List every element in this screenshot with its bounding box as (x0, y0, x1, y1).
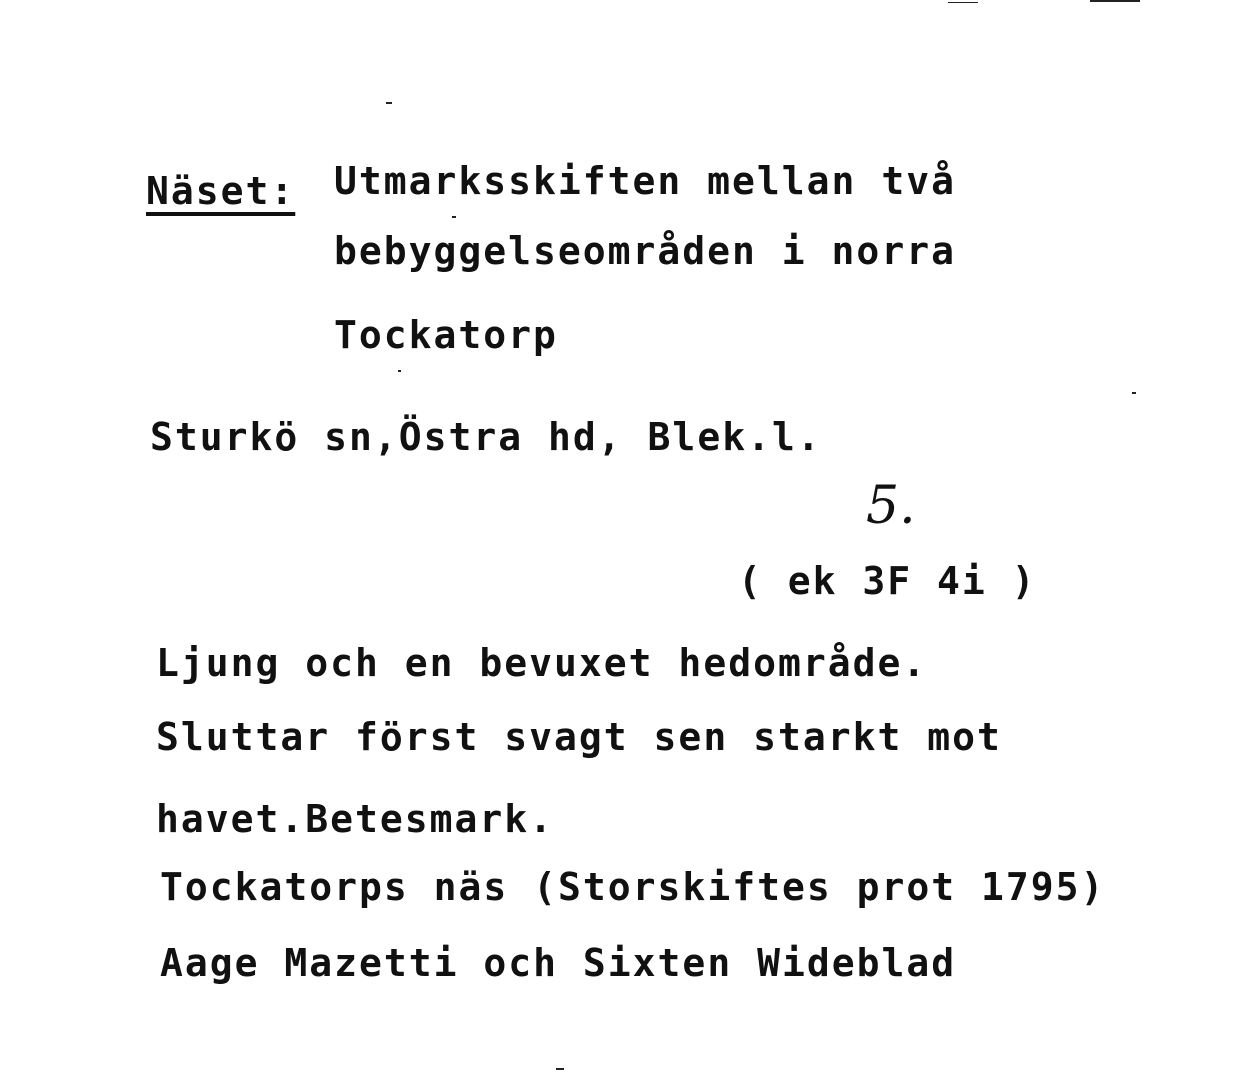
title-line-3: Tockatorp (334, 313, 558, 357)
description-line-2: Sluttar först svagt sen starkt mot (156, 715, 1002, 759)
description-line-5: Aage Mazetti och Sixten Wideblad (160, 941, 957, 985)
title-line-1: Utmarksskiften mellan två (334, 159, 956, 203)
description-line-4: Tockatorps näs (Storskiftes prot 1795) (160, 865, 1106, 909)
map-reference: ( ek 3F 4i ) (738, 559, 1037, 603)
description-line-1: Ljung och en bevuxet hedområde. (156, 641, 928, 685)
card-heading: Näset: (146, 169, 296, 213)
scan-speck (948, 2, 978, 3)
scan-speck (1090, 0, 1140, 2)
location-line: Sturkö sn,Östra hd, Blek.l. (150, 415, 822, 459)
handwritten-number: 5. (866, 476, 916, 536)
title-line-2: bebyggelseområden i norra (334, 229, 956, 273)
scan-speck (1132, 392, 1136, 394)
scan-speck (452, 216, 456, 218)
scan-speck (398, 370, 401, 372)
description-line-3: havet.Betesmark. (156, 797, 555, 841)
scan-speck (386, 102, 392, 104)
scan-speck (556, 1068, 564, 1070)
